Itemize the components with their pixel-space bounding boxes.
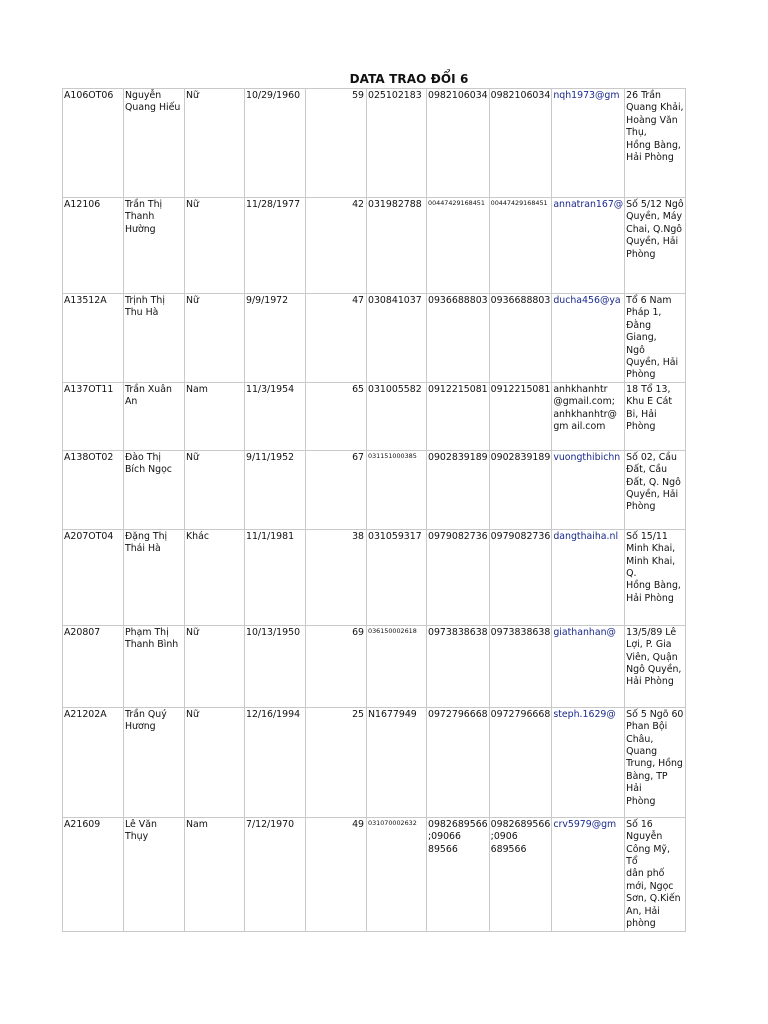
age-cell: 42 bbox=[306, 198, 367, 294]
phone1-cell: 0972796668 bbox=[427, 707, 490, 817]
table-row bbox=[63, 198, 686, 294]
table-row bbox=[63, 89, 686, 198]
id-cell: 031070002632 bbox=[367, 817, 427, 931]
phone2-cell: 0973838638 bbox=[489, 625, 552, 707]
phone2-cell: 0979082736 bbox=[489, 529, 552, 625]
name-cell: Đặng Thị Thái Hà bbox=[124, 529, 185, 625]
address-cell: Số 5 Ngõ 60 Phan Bội Châu, Quang Trung, Hồng Bàng, TP Hải Phòng bbox=[625, 707, 686, 817]
email-cell: annatran167@ bbox=[552, 198, 625, 294]
code-cell: A21202A bbox=[63, 707, 124, 817]
phone2-cell: 0902839189 bbox=[489, 450, 552, 529]
gender-cell: Nam bbox=[185, 817, 245, 931]
name-cell: Trần Quý Hương bbox=[124, 707, 185, 817]
email-cell: anhkhanhtr @gmail.com; anhkhanhtr@ gm ail.com bbox=[552, 382, 625, 450]
data-table bbox=[62, 88, 686, 932]
phone1-cell: 00447429168451 bbox=[427, 198, 490, 294]
age-cell: 47 bbox=[306, 294, 367, 383]
address-cell: Số 5/12 Ngô Quyền, Máy Chai, Q.Ngô Quyền, Hải Phòng bbox=[625, 198, 686, 294]
email-cell: crv5979@gm bbox=[552, 817, 625, 931]
address-cell: Số 02, Cầu Đất, Cầu Đất, Q. Ngô Quyền, Hải Phòng bbox=[625, 450, 686, 529]
age-cell: 49 bbox=[306, 817, 367, 931]
name-cell: Trần Thị Thanh Hường bbox=[124, 198, 185, 294]
id-cell: 031151000385 bbox=[367, 450, 427, 529]
gender-cell: Khác bbox=[185, 529, 245, 625]
phone1-cell: 0982106034 bbox=[427, 89, 490, 198]
code-cell: A106OT06 bbox=[63, 89, 124, 198]
name-cell: Trần Xuân An bbox=[124, 382, 185, 450]
name-cell: Lê Văn Thụy bbox=[124, 817, 185, 931]
email-cell: dangthaiha.nl bbox=[552, 529, 625, 625]
dob-cell: 12/16/1994 bbox=[245, 707, 306, 817]
address-cell: Tổ 6 Nam Pháp 1, Đằng Giang, Ngô Quyền, Hải Phòng bbox=[625, 294, 686, 383]
id-cell: 036150002618 bbox=[367, 625, 427, 707]
phone1-cell: 0912215081 bbox=[427, 382, 490, 450]
gender-cell: Nữ bbox=[185, 89, 245, 198]
id-cell: 031005582 bbox=[367, 382, 427, 450]
gender-cell: Nữ bbox=[185, 450, 245, 529]
code-cell: A12106 bbox=[63, 198, 124, 294]
code-cell: A21609 bbox=[63, 817, 124, 931]
dob-cell: 7/12/1970 bbox=[245, 817, 306, 931]
phone1-cell: 0982689566 ;09066 89566 bbox=[427, 817, 490, 931]
dob-cell: 10/29/1960 bbox=[245, 89, 306, 198]
table-row bbox=[63, 294, 686, 383]
phone2-cell: 00447429168451 bbox=[489, 198, 552, 294]
table-row bbox=[63, 817, 686, 931]
age-cell: 59 bbox=[306, 89, 367, 198]
address-cell: Số 16 Nguyễn Công Mỹ, Tổ dân phố mới, Ngọc Sơn, Q.Kiến An, Hải phòng bbox=[625, 817, 686, 931]
table-row bbox=[63, 529, 686, 625]
dob-cell: 11/1/1981 bbox=[245, 529, 306, 625]
phone2-cell: 0982689566 ;0906 689566 bbox=[489, 817, 552, 931]
table-row bbox=[63, 450, 686, 529]
phone2-cell: 0982106034 bbox=[489, 89, 552, 198]
code-cell: A20807 bbox=[63, 625, 124, 707]
address-cell: 18 Tổ 13, Khu E Cát Bi, Hải Phòng bbox=[625, 382, 686, 450]
id-cell: 031982788 bbox=[367, 198, 427, 294]
phone2-cell: 0912215081 bbox=[489, 382, 552, 450]
table-row bbox=[63, 625, 686, 707]
phone2-cell: 0936688803 bbox=[489, 294, 552, 383]
dob-cell: 11/28/1977 bbox=[245, 198, 306, 294]
name-cell: Phạm Thị Thanh Bình bbox=[124, 625, 185, 707]
email-cell: vuongthibichn bbox=[552, 450, 625, 529]
name-cell: Nguyễn Quang Hiếu bbox=[124, 89, 185, 198]
id-cell: 025102183 bbox=[367, 89, 427, 198]
dob-cell: 9/11/1952 bbox=[245, 450, 306, 529]
address-cell: 26 Trần Quang Khải, Hoàng Văn Thụ, Hồng Bàng, Hải Phòng bbox=[625, 89, 686, 198]
code-cell: A13512A bbox=[63, 294, 124, 383]
table-row bbox=[63, 707, 686, 817]
age-cell: 67 bbox=[306, 450, 367, 529]
phone1-cell: 0902839189 bbox=[427, 450, 490, 529]
id-cell: 030841037 bbox=[367, 294, 427, 383]
code-cell: A207OT04 bbox=[63, 529, 124, 625]
id-cell: 031059317 bbox=[367, 529, 427, 625]
code-cell: A138OT02 bbox=[63, 450, 124, 529]
email-cell: steph.1629@ bbox=[552, 707, 625, 817]
phone2-cell: 0972796668 bbox=[489, 707, 552, 817]
gender-cell: Nữ bbox=[185, 294, 245, 383]
age-cell: 69 bbox=[306, 625, 367, 707]
email-cell: ducha456@ya bbox=[552, 294, 625, 383]
table-row bbox=[63, 382, 686, 450]
gender-cell: Nữ bbox=[185, 625, 245, 707]
phone1-cell: 0936688803 bbox=[427, 294, 490, 383]
code-cell: A137OT11 bbox=[63, 382, 124, 450]
email-cell: giathanhan@ bbox=[552, 625, 625, 707]
page-title: DATA TRAO ĐỔI 6 bbox=[349, 72, 469, 86]
email-cell: nqh1973@gm bbox=[552, 89, 625, 198]
phone1-cell: 0979082736 bbox=[427, 529, 490, 625]
gender-cell: Nam bbox=[185, 382, 245, 450]
age-cell: 38 bbox=[306, 529, 367, 625]
name-cell: Đào Thị Bích Ngọc bbox=[124, 450, 185, 529]
dob-cell: 10/13/1950 bbox=[245, 625, 306, 707]
age-cell: 65 bbox=[306, 382, 367, 450]
gender-cell: Nữ bbox=[185, 707, 245, 817]
address-cell: 13/5/89 Lê Lợi, P. Gia Viên, Quận Ngô Quyền, Hải Phòng bbox=[625, 625, 686, 707]
phone1-cell: 0973838638 bbox=[427, 625, 490, 707]
dob-cell: 11/3/1954 bbox=[245, 382, 306, 450]
age-cell: 25 bbox=[306, 707, 367, 817]
gender-cell: Nữ bbox=[185, 198, 245, 294]
name-cell: Trịnh Thị Thu Hà bbox=[124, 294, 185, 383]
id-cell: N1677949 bbox=[367, 707, 427, 817]
address-cell: Số 15/11 Minh Khai, Minh Khai, Q. Hồng Bàng, Hải Phòng bbox=[625, 529, 686, 625]
dob-cell: 9/9/1972 bbox=[245, 294, 306, 383]
